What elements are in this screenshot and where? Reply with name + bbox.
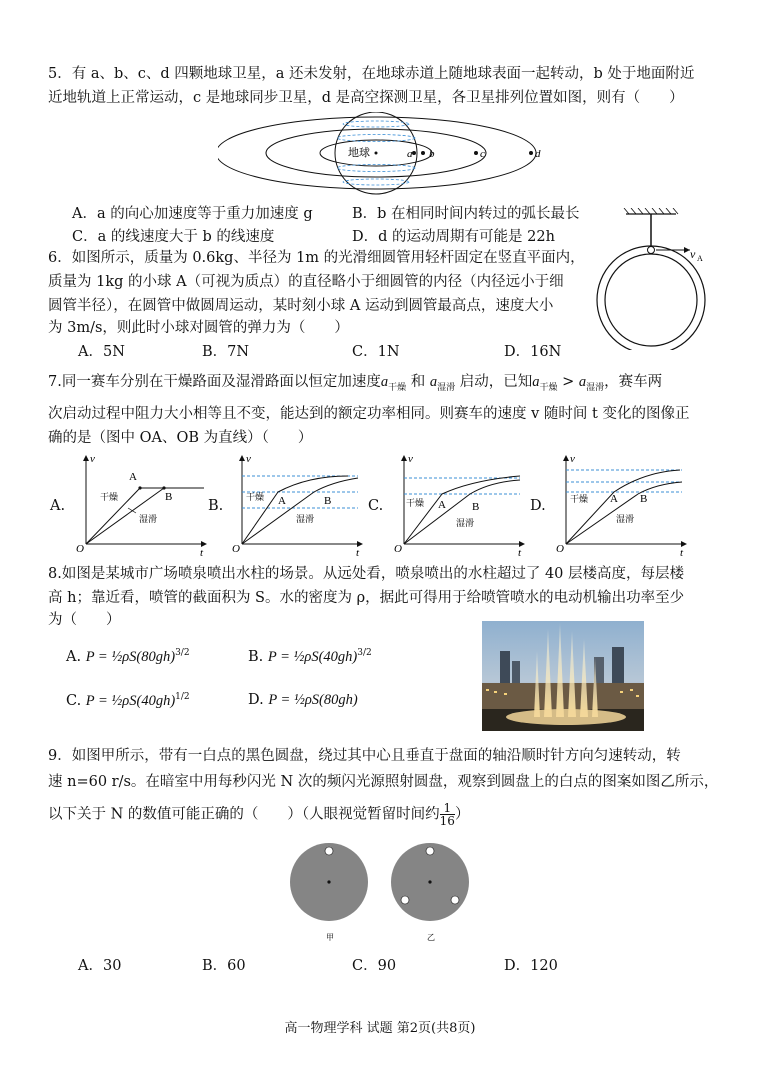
point-a: A: [438, 499, 446, 511]
q9-option-d: D．120: [504, 958, 558, 974]
sat-a-label: a: [407, 148, 413, 160]
q7-option-c: C.: [368, 498, 384, 514]
frac-den: 16: [439, 814, 455, 828]
q5-orbit-figure: [218, 112, 548, 198]
axis-v: v: [570, 453, 575, 465]
axis-t: t: [200, 547, 204, 558]
label-wet: 湿滑: [456, 518, 475, 528]
label-wet: 湿滑: [616, 514, 635, 524]
q9-disk-figure: [288, 840, 474, 950]
q6-tube-figure: [596, 208, 706, 350]
q8-line3: 为（ ）: [48, 612, 121, 628]
q5-option-d: D．d 的运动周期有可能是 22h: [352, 229, 555, 245]
label-jia: 甲: [326, 933, 334, 942]
q8-a-label: A.: [66, 648, 82, 665]
sat-b-label: b: [429, 148, 435, 160]
sub-wet: 湿滑: [437, 382, 456, 393]
origin: O: [232, 543, 240, 555]
q7-line3: 确的是（图中 OA、OB 为直线）（ ）: [48, 430, 313, 446]
q8-c-label: C.: [66, 692, 82, 709]
origin: O: [556, 543, 564, 555]
q8-option-c: [66, 692, 190, 710]
label-wet: 湿滑: [139, 514, 158, 524]
point-b: B: [324, 495, 332, 507]
q7-text-a: 7.同一赛车分别在干燥路面及湿滑路面以恒定加速度: [48, 374, 381, 390]
label-yi: 乙: [427, 933, 435, 942]
label-dry: 干燥: [570, 494, 589, 504]
q8-d-label: D.: [248, 692, 264, 708]
label-dry: 干燥: [100, 492, 119, 502]
q7-graph-d: [552, 452, 692, 558]
q6-option-d: D．16N: [504, 344, 562, 360]
label-dry: 干燥: [246, 492, 265, 502]
q6-option-c: C．1N: [352, 344, 400, 360]
point-b: B: [640, 493, 648, 505]
sat-c-label: c: [480, 148, 485, 160]
q8-option-d: [248, 692, 358, 709]
q9-line3-text: 以下关于 N 的数值可能正确的（ ）（人眼视觉暂留时间约: [48, 806, 440, 823]
q8-b-label: B.: [248, 648, 264, 665]
q8-b-expr: P = ½ρS(40gh): [267, 648, 358, 665]
axis-v: v: [90, 453, 95, 465]
earth-label: 地球: [348, 147, 370, 159]
velocity-label: v: [690, 247, 696, 261]
q7-text-b: 启动，已知: [459, 374, 533, 390]
a-symbol: a: [380, 374, 389, 390]
q8-c-expr: P = ½ρS(40gh): [85, 692, 176, 709]
q7-and: 和: [410, 374, 426, 390]
q7-line2: 次启动过程中阻力大小相等且不变，能达到的额定功率相同。则赛车的速度 v 随时间 t 变化的图像正: [48, 406, 690, 422]
q7-text-c: ，赛车两: [604, 374, 663, 390]
a-symbol: a: [532, 374, 540, 390]
q8-a-exp: 3/2: [175, 648, 190, 658]
axis-v: v: [246, 453, 251, 465]
origin: O: [394, 543, 402, 555]
q5-option-b: B．b 在相同时间内转过的弧长最长: [352, 206, 580, 222]
q5-line2: 近地轨道上正常运动，c 是地球同步卫星，d 是高空探测卫星，各卫星排列位置如图，则有（ ）: [48, 90, 684, 106]
sub-wet: 湿滑: [586, 382, 605, 393]
axis-t: t: [680, 547, 684, 558]
q8-b-exp: 3/2: [357, 648, 372, 658]
label-dry: 干燥: [406, 498, 425, 508]
gt-sign: >: [562, 374, 575, 390]
label-wet: 湿滑: [296, 514, 315, 524]
q5-line1: 5．有 a、b、c、d 四颗地球卫星，a 还未发射，在地球赤道上随地球表面一起转动，b 处于地面附近: [48, 66, 695, 82]
point-b: B: [165, 491, 173, 503]
q9-option-b: B．60: [202, 958, 246, 974]
q7-line1: [48, 372, 662, 398]
point-a: A: [610, 493, 618, 505]
velocity-subscript: A: [697, 254, 703, 263]
q5-option-c: C．a 的线速度大于 b 的线速度: [72, 229, 275, 245]
a-symbol: a: [429, 374, 438, 390]
q6-line3: 圆管半径），在圆管中做圆周运动，某时刻小球 A 运动到圆管最高点，速度大小: [48, 298, 554, 314]
q7-graph-a: [72, 452, 212, 558]
q5-option-a: A．a 的向心加速度等于重力加速度 g: [72, 206, 313, 222]
q9-line2: 速 n=60 r/s。在暗室中用每秒闪光 N 次的频闪光源照射圆盘，观察到圆盘上的白点的图案如图乙所示，: [48, 774, 719, 790]
point-a: A: [129, 471, 137, 483]
sat-d-label: d: [535, 148, 541, 160]
point-a: A: [278, 495, 286, 507]
point-b: B: [472, 501, 480, 513]
fountain-photo: [482, 621, 644, 731]
q6-option-a: A．5N: [78, 344, 125, 360]
q6-option-b: B．7N: [202, 344, 250, 360]
axis-t: t: [356, 547, 360, 558]
q7-option-d: D.: [530, 498, 546, 514]
q9-option-a: A．30: [78, 958, 122, 974]
q7-graph-b: [228, 452, 368, 558]
q9-line3-end: ）: [454, 806, 470, 823]
q7-graph-c: [390, 452, 530, 558]
q8-c-exp: 1/2: [175, 692, 190, 702]
q8-line2: 高 h；靠近看，喷管的截面积为 S。水的密度为 ρ，据此可得用于给喷管喷水的电动机输出功率至少: [48, 590, 685, 606]
q9-line3: [48, 802, 469, 827]
q8-option-b: [248, 648, 372, 666]
q8-line1: 8.如图是某城市广场喷泉喷出水柱的场景。从远处看，喷泉喷出的水柱超过了 40 层楼高度，每层楼: [48, 566, 684, 582]
page-footer: 高一物理学科 试题 第2页(共8页): [284, 1021, 476, 1036]
q6-line4: 为 3m/s，则此时小球对圆管的弹力为（ ）: [48, 320, 349, 336]
q8-d-expr: P = ½ρS(80gh): [268, 692, 358, 708]
frac-num: 1: [440, 802, 455, 815]
q7-option-a: A.: [50, 498, 66, 514]
q9-option-c: C．90: [352, 958, 397, 974]
origin: O: [76, 543, 84, 555]
fraction-1-16: [440, 802, 455, 827]
a-symbol: a: [578, 374, 587, 390]
sub-dry: 干燥: [539, 382, 558, 393]
q7-option-b: B.: [208, 498, 224, 514]
axis-t: t: [518, 547, 522, 558]
axis-v: v: [408, 453, 413, 465]
q6-line1: 6．如图所示，质量为 0.6kg、半径为 1m 的光滑细圆管用轻杆固定在竖直平面内，: [48, 250, 585, 266]
q9-line1: 9．如图甲所示，带有一白点的黑色圆盘，绕过其中心且垂直于盘面的轴沿顺时针方向匀速转动，转: [48, 748, 681, 764]
q8-option-a: [66, 648, 190, 666]
q6-line2: 质量为 1kg 的小球 A（可视为质点）的直径略小于细圆管的内径（内径远小于细: [48, 274, 564, 290]
q8-a-expr: P = ½ρS(80gh): [85, 648, 176, 665]
sub-dry: 干燥: [388, 382, 407, 393]
